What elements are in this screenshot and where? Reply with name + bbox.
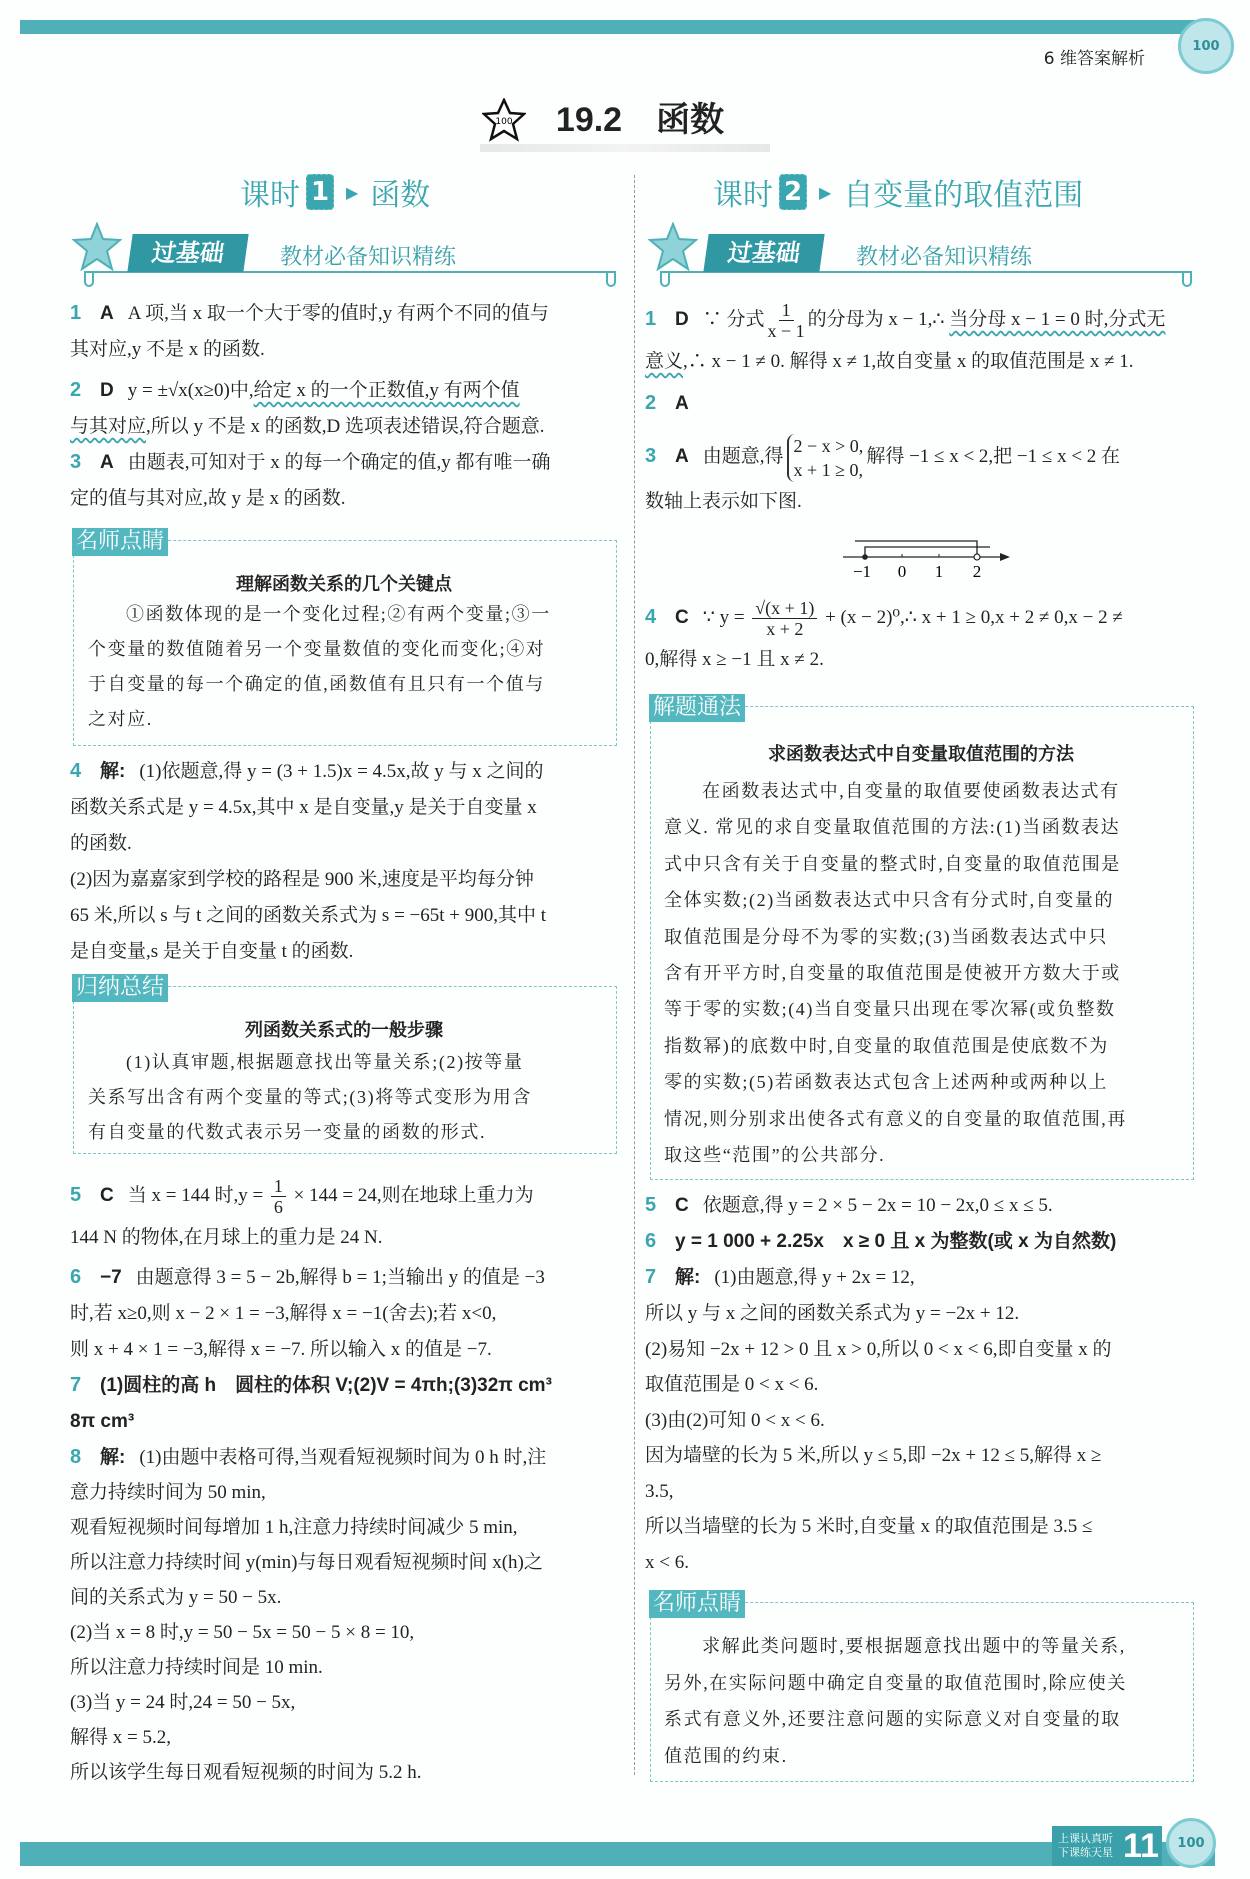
answer-8: 8 解: (1)由题中表格可得,当观看短视频时间为 0 h 时,注 意力持续时间为 50 min, 观看短视频时间每增加 1 h,注意力持续时间减少 5 min, 所以注意力持续时间 y(min)与每日观看短视频时间 x(h)之 间的关系式为 y = 50 − 5x. (2)当 x = 8 时,y = 50 − 5x = 50 − 5 × 8 = 10, 所以注意力持续时间是 10 min. (3)当 y = 24 时,24 = 50 − 5x, 解得 x = 5.2, 所以该学生每日观看短视频的时间为 5.2 h.: [70, 1440, 546, 1790]
section-banner-right: 过基础 教材必备知识精练: [648, 222, 1198, 284]
text-line: 观看短视频时间每增加 1 h,注意力持续时间减少 5 min,: [70, 1517, 518, 1538]
text-line: 另外,在实际问题中确定自变量的取值范围时,除应使关: [664, 1672, 1127, 1693]
text-line: 指数幂)的底数中时,自变量的取值范围是使底数不为: [664, 1035, 1109, 1056]
answer-3: 3 A 由题表,可知对于 x 的每一个确定的值,y 都有唯一确 定的值与其对应,故 y 是 x 的函数.: [70, 451, 551, 509]
text-line: (1)认真审题,根据题意找出等量关系;(2)按等量: [126, 1052, 524, 1072]
mascot-star-icon: [648, 222, 698, 272]
mascot-star-icon: 100: [1166, 1818, 1216, 1868]
text-line: 系式有意义外,还要注意问题的实际意义对自变量的取: [664, 1709, 1121, 1729]
answer-1: 1 A A 项,当 x 取一个大于零的值时,y 有两个不同的值与 其对应,y 不是 x 的函数.: [70, 302, 549, 360]
text-line: (3)当 y = 24 时,24 = 50 − 5x,: [70, 1692, 296, 1713]
text-line: 取值范围是分母不为零的实数;(3)当函数表达式中只: [664, 926, 1108, 947]
text-line: (3)由(2)可知 0 < x < 6.: [645, 1409, 825, 1431]
section-title: 19.2 函数: [555, 101, 725, 139]
answer-4: 4 解: (1)依题意,得 y = (3 + 1.5)x = 4.5x,故 y 与 x 之间的 函数关系式是 y = 4.5x,其中 x 是自变量,y 是关于自变量 x 的函数. (2)因为嘉嘉家到学校的路程是 900 米,速度是平均每分钟 65 米,所以 s 与 t 之间的函数关系式为 s = −65t + 900,其中 t 是自变量,s 是关于自变量 t 的函数.: [70, 760, 547, 962]
text-line: (2)易知 −2x + 12 > 0 且 x > 0,所以 0 < x < 6,即自变量 x 的: [645, 1338, 1112, 1360]
method-title: 求函数表达式中自变量取值范围的方法: [768, 744, 1074, 765]
answer-6: 6 −7 由题意得 3 = 5 − 2b,解得 b = 1;当输出 y 的值是 −3 时,若 x≥0,则 x − 2 × 1 = −3,解得 x = −1(舍去);若 x<0, 则 x + 4 × 1 = −3,解得 x = −7. 所以输入 x 的值是 −7.: [70, 1266, 545, 1360]
top-band: [20, 20, 1210, 34]
summary-label: 归纳总结: [72, 974, 168, 1002]
tip-label: 名师点睛: [72, 528, 168, 556]
text-line: 间的关系式为 y = 50 − 5x.: [70, 1587, 282, 1608]
text-line: 等于零的实数;(4)当自变量只出现在零次幂(或负整数: [664, 999, 1116, 1020]
text-line: 全体实数;(2)当函数表达式中只含有分式时,自变量的: [664, 890, 1115, 911]
answer-r2: 2 A: [645, 392, 689, 414]
section-banner-left: 过基础 教材必备知识精练: [72, 222, 622, 284]
running-header: 6 维答案解析: [1043, 49, 1145, 69]
tick-label: −1: [852, 562, 872, 581]
triangle-right-icon: ▶: [819, 182, 832, 202]
text-line: ①函数体现的是一个变化过程;②有两个变量;③一: [126, 604, 551, 624]
text-line: 所以 y 与 x 之间的函数关系式为 y = −2x + 12.: [645, 1303, 1020, 1324]
tick-label: 2: [972, 562, 982, 581]
text-line: 式中只含有关于自变量的整式时,自变量的取值范围是: [664, 853, 1121, 874]
text-line: 因为墙壁的长为 5 米,所以 y ≤ 5,即 −2x + 12 ≤ 5,解得 x ≥: [645, 1445, 1102, 1466]
text-line: 3.5,: [645, 1480, 674, 1502]
tip-body: [664, 1628, 1127, 1774]
answer-7: 7 (1)圆柱的高 h 圆柱的体积 V;(2)V = 4πh;(3)32π cm³ 8π cm³: [70, 1374, 552, 1432]
mascot-star-icon: 100: [1178, 18, 1234, 74]
text-line: (2)当 x = 8 时,y = 50 − 5x = 50 − 5 × 8 = 10,: [70, 1622, 415, 1643]
answer-r3: 3 A 由题意,得 2 − x > 0, x + 1 ≥ 0, 解得 −1 ≤ x < 2,把 −1 ≤ x < 2 在 数轴上表示如下图.: [645, 435, 1121, 512]
answer-5: 5 C 当 x = 144 时,y = $\frac{1}{6}$ × 144 = 24,则在地球上重力为 144 N 的物体,在月球上的重力是 24 N.: [70, 1176, 534, 1248]
text-line: 所以当墙壁的长为 5 米时,自变量 x 的取值范围是 3.5 ≤: [645, 1516, 1093, 1537]
text-line: 个变量的数值随着另一个变量数值的变化而变化;④对: [88, 639, 546, 659]
answer-r1: 1 D ∵ 分式 $\frac{1}{x - 1}$ 的分母为 x − 1,∴ 当分母 x − 1 = 0 时,分式无 意义,∴ x − 1 ≠ 0. 解得 x ≠ 1,故自变量 x 的取值范围是 x ≠ 1.: [645, 300, 1166, 372]
title-underline: [480, 144, 770, 152]
page-number: 11: [1123, 1826, 1159, 1865]
text-line: 取值范围是 0 < x < 6.: [645, 1374, 819, 1395]
svg-text:100: 100: [495, 117, 513, 127]
method-body: [664, 773, 1127, 1173]
mascot-star-icon: [72, 222, 122, 272]
text-line: 含有开平方时,自变量的取值范围是使被开方数大于或: [664, 962, 1121, 983]
bottom-band: [20, 1842, 1215, 1866]
text-line: 求解此类问题时,要根据题意找出题中的等量关系,: [702, 1636, 1126, 1656]
text-line: 意义. 常见的求自变量取值范围的方法:(1)当函数表达: [664, 817, 1121, 838]
text-line: 于自变量的每一个确定的值,函数值有且只有一个值与: [88, 674, 545, 694]
number-line-diagram: [840, 532, 1015, 582]
text-line: 关系写出含有两个变量的等式;(3)将等式变形为用含: [88, 1087, 532, 1107]
text-line: 之对应.: [88, 709, 153, 729]
text-line: 所以注意力持续时间 y(min)与每日观看短视频时间 x(h)之: [70, 1552, 543, 1573]
answer-r4: 4 C ∵ y = $\frac{√(x + 1)}{x + 2}$ + (x − 2)⁰,∴ x + 1 ≥ 0,x + 2 ≠ 0,x − 2 ≠ 0,解得 x ≥ −1 且 x ≠ 2.: [645, 598, 1123, 670]
tick-label: 1: [934, 562, 944, 581]
triangle-right-icon: ▶: [346, 182, 359, 202]
tip-label: 名师点睛: [649, 1590, 745, 1618]
lesson-heading-1: 课时 1 ▶ 函数: [240, 170, 430, 214]
tip-body: [88, 597, 551, 737]
text-line: 有自变量的代数式表示另一变量的函数的形式.: [88, 1122, 487, 1142]
text-line: 情况,则分别求出使各式有意义的自变量的取值范围,再: [664, 1108, 1127, 1129]
answer-r5-r7: 5 C 依题意,得 y = 2 × 5 − 2x = 10 − 2x,0 ≤ x ≤ 5. 6 y = 1 000 + 2.25x x ≥ 0 且 x 为整数(或 x 为自然数) 7 解: (1)由题意,得 y + 2x = 12, 所以 y 与 x 之间的函数关系式为 y = −2x + 12. (2)易知 −2x + 12 > 0 且 x > 0,所以 0 < x < 6,即自变量 x 的 取值范围是 0 < x < 6. (3)由(2)可知 0 < x < 6. 因为墙壁的长为 5 米,所以 y ≤ 5,即 −2x + 12 ≤ 5,解得 x ≥ 3.5, 所以当墙壁的长为 5 米时,自变量 x 的取值范围是 3.5 ≤ x < 6.: [645, 1188, 1116, 1580]
text-line: 解得 x = 5.2,: [70, 1727, 171, 1748]
summary-body: [88, 1045, 532, 1150]
text-line: 所以该学生每日观看短视频的时间为 5.2 h.: [70, 1762, 422, 1783]
text-line: 值范围的约束.: [664, 1745, 788, 1766]
tick-label: 0: [897, 562, 907, 581]
text-line: 所以注意力持续时间是 10 min.: [70, 1657, 323, 1678]
text-line: 取这些“范围”的公共部分.: [664, 1144, 886, 1165]
lesson-heading-2: 课时 2 ▶ 自变量的取值范围: [713, 170, 1083, 214]
page-number-box: 上课认真听 下课练天星 11: [1052, 1826, 1162, 1866]
answer-2: 2 D y = ±√x(x≥0)中,给定 x 的一个正数值,y 有两个值 与其对应,所以 y 不是 x 的函数,D 选项表述错误,符合题意.: [70, 379, 545, 437]
column-divider: [634, 175, 635, 1775]
text-line: 在函数表达式中,自变量的取值要使函数表达式有: [702, 781, 1120, 801]
summary-title: 列函数关系式的一般步骤: [245, 1020, 443, 1041]
text-line: 意力持续时间为 50 min,: [70, 1482, 266, 1503]
text-line: x < 6.: [645, 1551, 689, 1573]
text-line: 零的实数;(5)若函数表达式包含上述两种或两种以上: [664, 1072, 1108, 1093]
tip-title: 理解函数关系的几个关键点: [236, 574, 452, 595]
method-label: 解题通法: [649, 694, 745, 722]
